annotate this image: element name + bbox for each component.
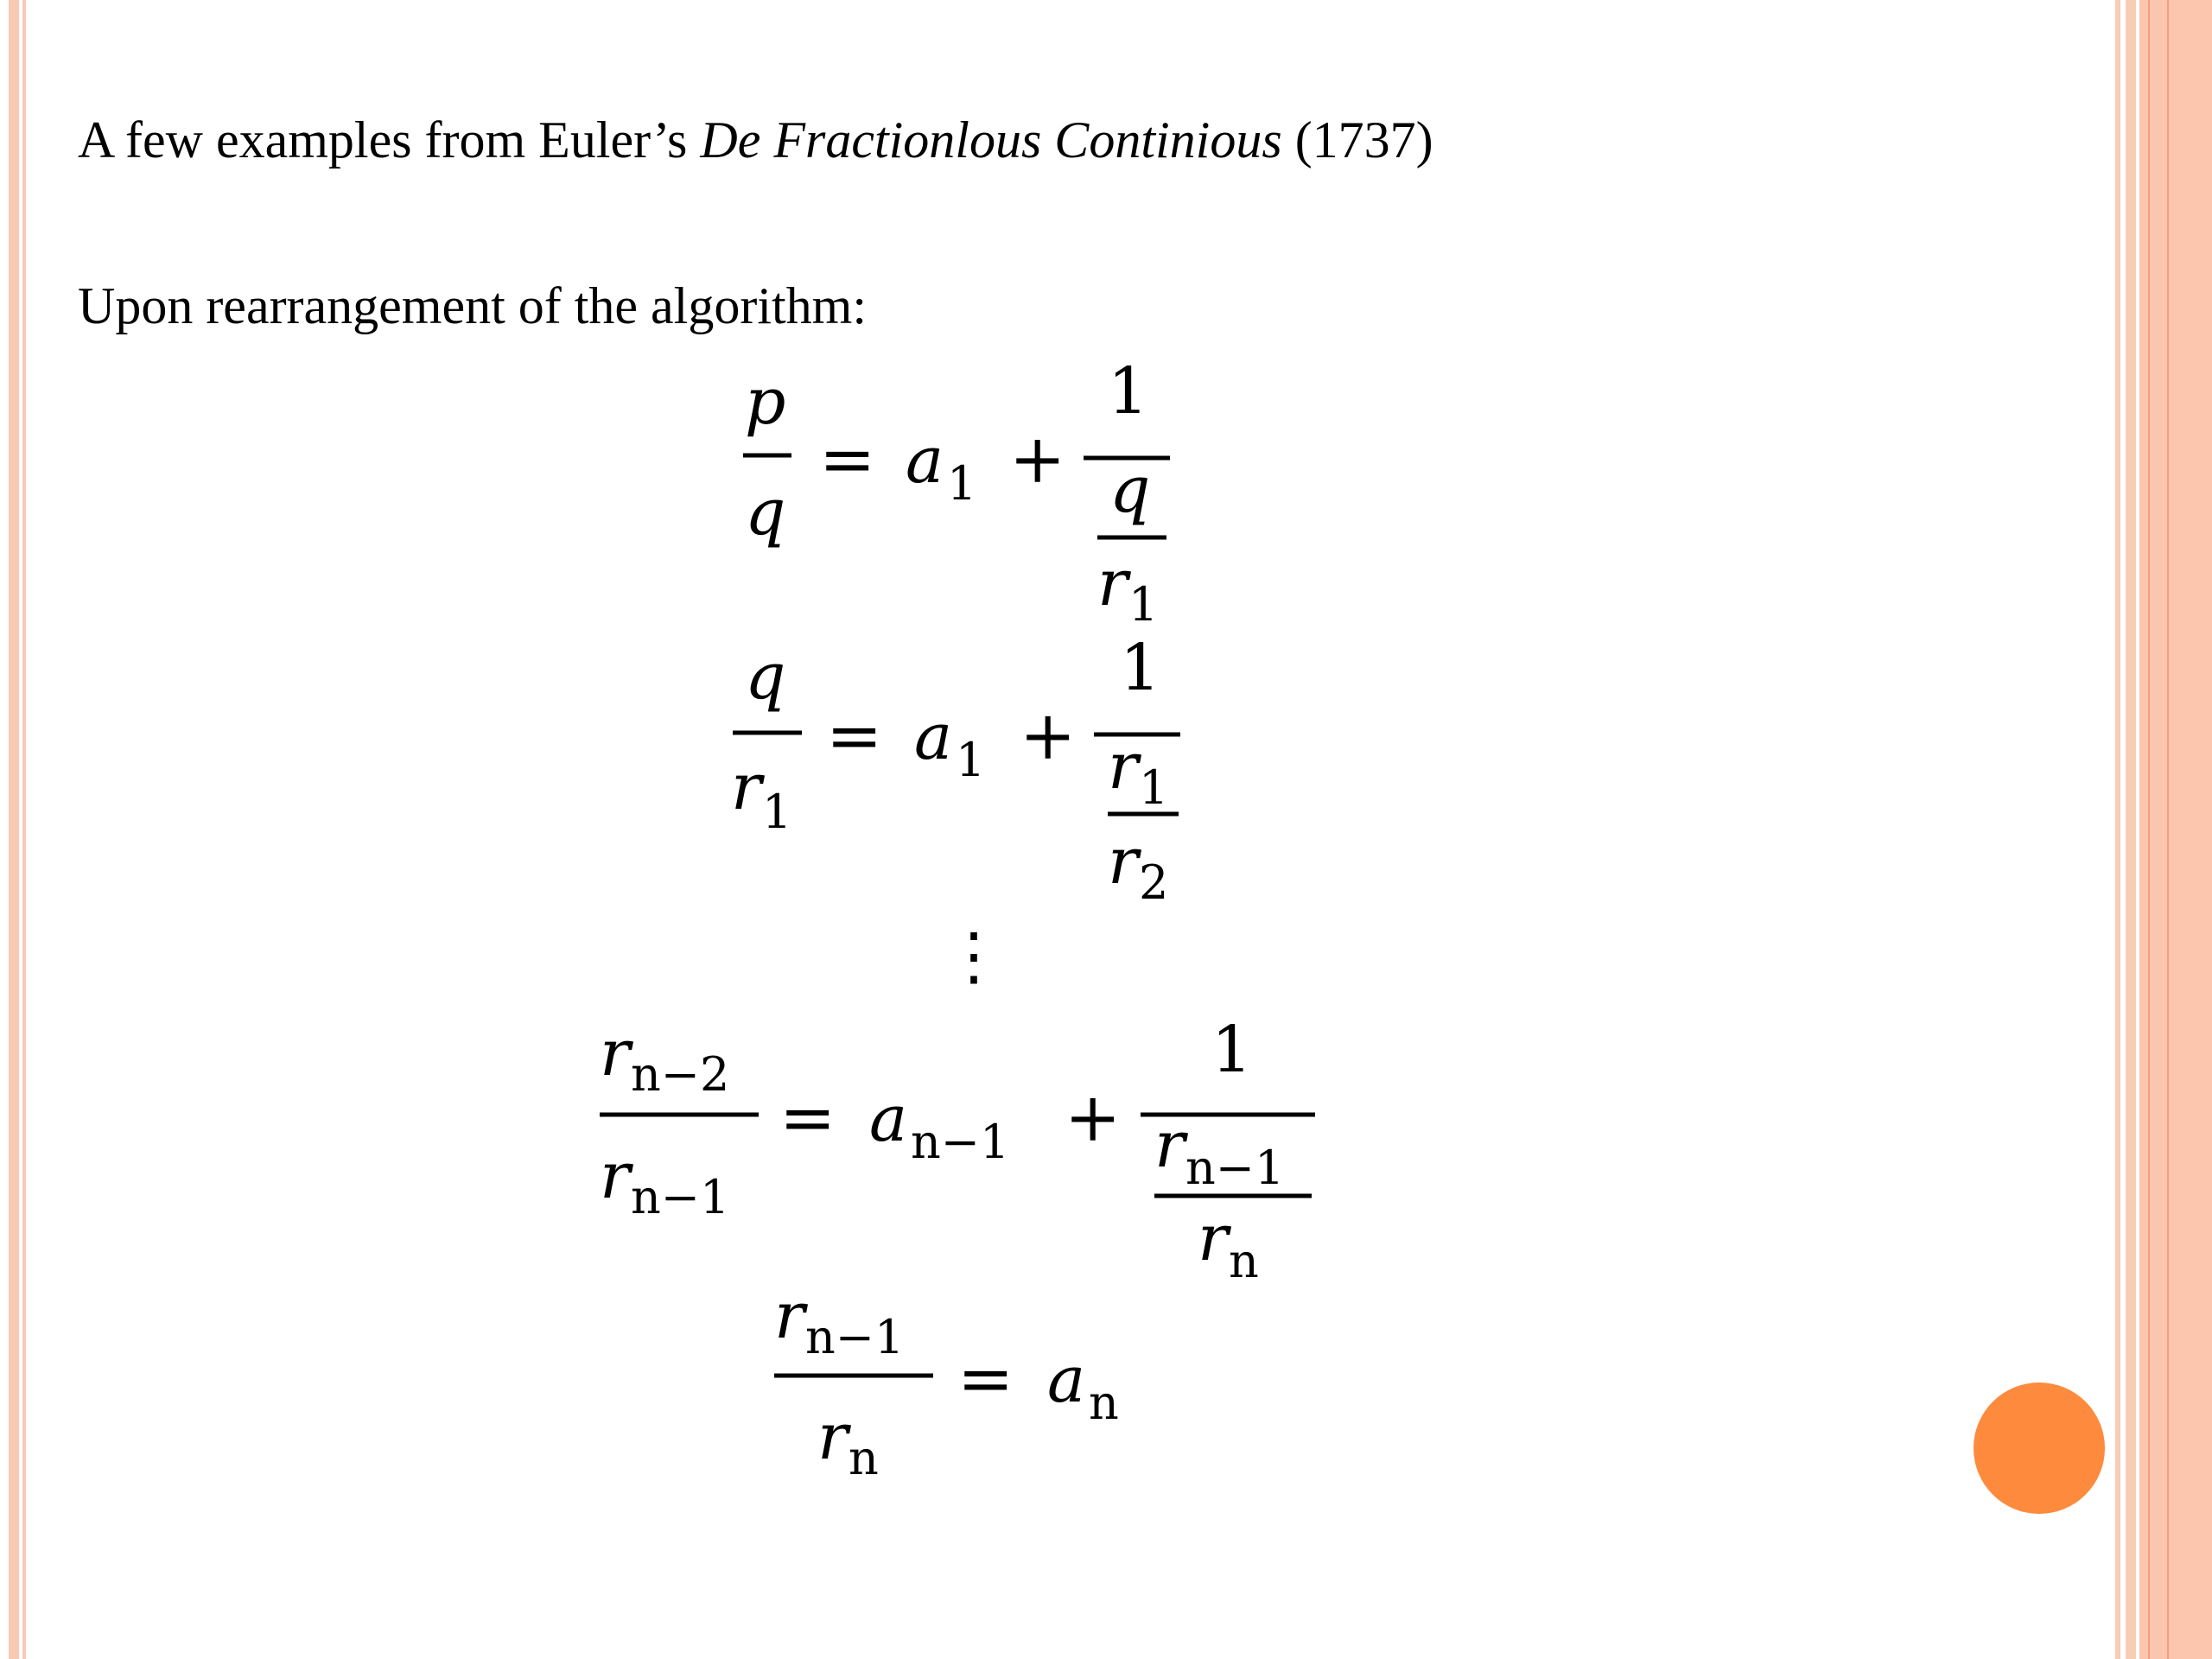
eq1-one: 1 bbox=[1108, 354, 1149, 429]
eq3-a: a bbox=[869, 1082, 908, 1156]
eq2-equals: = bbox=[826, 697, 883, 775]
eq2-inner-denominator: r bbox=[1108, 824, 1139, 899]
work-title: De Fractionlous Continious bbox=[700, 111, 1282, 168]
eq3-inner-numerator: r bbox=[1154, 1108, 1185, 1182]
eq2-inner-numerator: r bbox=[1108, 729, 1139, 804]
eq1-a-sub: 1 bbox=[947, 456, 977, 511]
vertical-ellipsis: ⋮ bbox=[942, 919, 1006, 994]
equation-3 bbox=[600, 1013, 1284, 1288]
eq1-inner-numerator: q bbox=[1109, 453, 1151, 527]
eq4-lhs-numerator: r bbox=[774, 1279, 805, 1353]
eq2-a-sub: 1 bbox=[956, 733, 986, 787]
equation-1 bbox=[745, 354, 1158, 632]
eq2-lhs-numerator: q bbox=[745, 639, 786, 714]
eq4-lhs-denominator-sub: n bbox=[849, 1431, 879, 1485]
eq2-a: a bbox=[914, 700, 953, 774]
eq1-inner-denominator: r bbox=[1097, 546, 1128, 620]
eq3-inner-numerator-sub: n−1 bbox=[1185, 1141, 1285, 1195]
eq3-lhs-numerator-sub: n−2 bbox=[631, 1047, 730, 1102]
equation-2 bbox=[731, 631, 1168, 910]
eq3-equals: = bbox=[779, 1079, 836, 1157]
eq2-lhs-denominator: r bbox=[731, 750, 762, 824]
eq4-a: a bbox=[1047, 1343, 1086, 1417]
eq2-one: 1 bbox=[1120, 631, 1161, 705]
eq1-equals: = bbox=[819, 421, 876, 499]
eq3-plus: + bbox=[1065, 1079, 1122, 1157]
eq3-lhs-denominator: r bbox=[600, 1139, 631, 1213]
eq3-inner-denominator: r bbox=[1198, 1201, 1229, 1275]
eq1-lhs-denominator: q bbox=[745, 475, 786, 550]
eq2-lhs-denominator-sub: 1 bbox=[762, 785, 792, 839]
eq3-one: 1 bbox=[1211, 1013, 1253, 1087]
eq1-a: a bbox=[906, 423, 944, 498]
eq1-plus: + bbox=[1009, 421, 1066, 499]
eq2-plus: + bbox=[1020, 697, 1077, 775]
equation-4 bbox=[774, 1279, 1119, 1485]
eq3-lhs-denominator-sub: n−1 bbox=[631, 1170, 730, 1224]
eq3-lhs-numerator: r bbox=[600, 1016, 631, 1090]
eq1-inner-denominator-sub: 1 bbox=[1128, 577, 1159, 632]
eq4-lhs-numerator-sub: n−1 bbox=[805, 1310, 905, 1364]
intro-text: A few examples from Euler’s De Fractionlous Continious (1737) bbox=[78, 111, 1433, 168]
eq2-inner-denominator-sub: 2 bbox=[1139, 855, 1169, 910]
eq4-equals: = bbox=[957, 1340, 1014, 1418]
eq3-inner-denominator-sub: n bbox=[1229, 1234, 1259, 1288]
eq4-lhs-denominator: r bbox=[817, 1400, 849, 1474]
lead-text: Upon rearrangement of the algorithm: bbox=[78, 277, 868, 334]
eq2-inner-numerator-sub: 1 bbox=[1139, 760, 1169, 815]
eq4-a-sub: n bbox=[1089, 1376, 1119, 1430]
eq3-a-sub: n−1 bbox=[911, 1115, 1010, 1169]
eq1-lhs-numerator: p bbox=[745, 365, 786, 439]
